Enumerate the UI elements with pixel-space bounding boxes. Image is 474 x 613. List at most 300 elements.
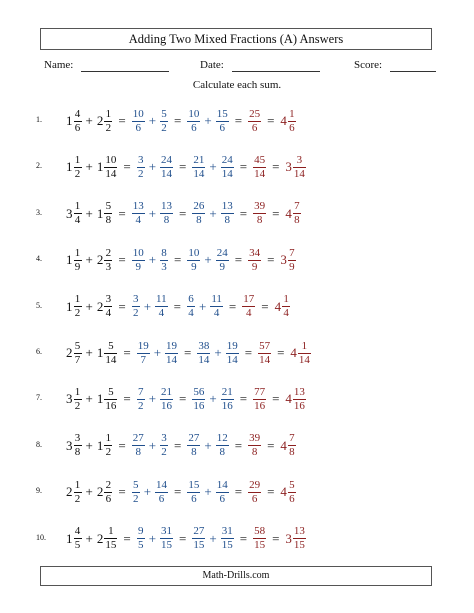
improper-2-denominator: 4 [158, 307, 165, 320]
addend-1-fraction-numerator: 1 [74, 478, 81, 491]
plus-sign: + [85, 530, 93, 546]
addend-1-fraction-denominator: 9 [74, 260, 81, 273]
common-denom-1 [192, 387, 205, 412]
plus-sign: + [204, 113, 212, 128]
common-denom-2-numerator: 31 [221, 525, 233, 538]
addend-2 [97, 480, 113, 505]
answer-mixed-fraction-denominator: 15 [293, 539, 305, 552]
addend-1-whole: 3 [66, 391, 73, 407]
common-denom-1-numerator: 27 [188, 432, 200, 445]
addend-1 [66, 201, 82, 226]
common-denom-1-denominator: 6 [191, 492, 197, 505]
improper-1-denominator: 8 [135, 446, 141, 459]
improper-1-numerator: 27 [132, 432, 144, 445]
footer: Math-Drills.com [40, 566, 432, 586]
sum-fraction-denominator: 8 [256, 214, 263, 227]
equals-sign: = [267, 252, 275, 268]
common-denom-1-denominator: 4 [188, 307, 194, 320]
improper-2 [160, 248, 168, 273]
improper-1-numerator: 5 [132, 478, 139, 491]
addend-1-fraction [74, 155, 82, 180]
common-denom-1-numerator: 6 [188, 293, 194, 306]
common-denom-1-numerator: 21 [193, 153, 205, 166]
improper-1 [132, 201, 145, 226]
improper-2 [160, 155, 173, 180]
answer-mixed-whole: 4 [274, 298, 282, 314]
improper-1-numerator: 9 [137, 525, 144, 538]
addend-2-fraction-numerator: 2 [105, 246, 112, 259]
common-denom-2-denominator: 14 [226, 353, 238, 366]
common-denom-2-numerator: 13 [221, 200, 233, 213]
problem-row [0, 378, 474, 418]
answer-mixed-fraction [282, 294, 290, 319]
improper-1 [137, 387, 145, 412]
common-denom-2-numerator: 21 [221, 385, 233, 398]
addend-1-fraction-numerator: 4 [74, 107, 81, 120]
addend-2 [97, 526, 118, 551]
addend-2-fraction [104, 248, 112, 273]
equals-sign: = [118, 113, 126, 128]
addend-1-whole: 1 [66, 159, 73, 175]
name-field [44, 58, 169, 72]
equals-sign: = [239, 205, 248, 221]
date-label: Date: [200, 59, 224, 71]
common-denom-2-denominator: 9 [219, 260, 225, 273]
addend-1-fraction-numerator: 4 [74, 525, 81, 538]
sum-fraction-numerator: 29 [249, 478, 261, 491]
common-denom-1 [187, 248, 200, 273]
addend-1-whole: 1 [66, 530, 73, 546]
addend-2-fraction-numerator: 3 [105, 293, 112, 306]
common-denom-2-denominator: 8 [219, 446, 225, 459]
common-denom-1 [187, 294, 195, 319]
sum-fraction-denominator: 8 [251, 446, 258, 459]
problem-row [0, 193, 474, 233]
addend-2-fraction-numerator: 1 [105, 432, 112, 445]
equals-sign: = [267, 484, 275, 500]
date-field [200, 58, 320, 72]
answer-mixed [280, 480, 296, 505]
sum-fraction-numerator: 77 [254, 385, 266, 398]
improper-1-denominator: 7 [140, 353, 146, 366]
addend-2-fraction-denominator: 14 [105, 167, 117, 180]
plus-sign: + [148, 159, 157, 175]
sum-fraction-denominator: 14 [254, 167, 266, 180]
improper-2-denominator: 8 [163, 214, 170, 227]
equals-sign: = [118, 437, 126, 453]
equals-sign: = [272, 530, 280, 546]
sum-fraction-numerator: 39 [249, 432, 261, 445]
improper-2-numerator: 3 [161, 432, 167, 445]
common-denom-2-numerator: 24 [216, 246, 228, 259]
common-denom-1-numerator: 10 [188, 107, 200, 120]
improper-2 [165, 341, 178, 366]
addend-1-fraction-denominator: 8 [74, 446, 81, 459]
answer-mixed [290, 341, 311, 366]
answer-mixed-whole: 3 [285, 159, 292, 175]
addend-2-fraction-numerator: 1 [108, 525, 114, 538]
problem-row [0, 100, 474, 140]
answer-mixed-whole: 4 [280, 437, 287, 453]
addend-2-fraction-denominator: 4 [105, 307, 112, 320]
plus-sign: + [148, 391, 157, 407]
addend-2-whole: 2 [96, 298, 104, 314]
improper-1-denominator: 6 [135, 121, 141, 134]
answer-mixed [280, 248, 296, 273]
plus-sign: + [85, 437, 93, 453]
common-denom-2-numerator: 19 [226, 339, 238, 352]
addend-1 [66, 248, 82, 273]
common-denom-1-numerator: 10 [188, 246, 200, 259]
problem-expression [66, 520, 306, 558]
improper-2 [160, 526, 173, 551]
addend-1-fraction-numerator: 3 [74, 432, 81, 445]
problem-row [0, 146, 474, 186]
plus-sign: + [85, 298, 93, 314]
sum-fraction [253, 155, 266, 180]
improper-2-numerator: 8 [161, 246, 167, 259]
addend-2-fraction [104, 480, 112, 505]
common-denom-2-numerator: 15 [216, 107, 228, 120]
sum-fraction-numerator: 57 [259, 339, 271, 352]
improper-1 [137, 526, 145, 551]
common-denom-2-numerator: 24 [221, 153, 233, 166]
common-denom-1 [187, 433, 200, 458]
improper-1-numerator: 10 [132, 107, 144, 120]
answer-mixed-fraction [293, 387, 306, 412]
addend-2-fraction [104, 201, 112, 226]
addend-2-fraction-denominator: 3 [105, 260, 112, 273]
improper-1 [137, 341, 150, 366]
improper-2-numerator: 21 [161, 385, 173, 398]
sum-fraction [248, 480, 261, 505]
sum-fraction [253, 526, 266, 551]
common-denom-1-denominator: 14 [193, 167, 205, 180]
common-denom-2-numerator: 12 [216, 432, 228, 445]
sum-fraction [242, 294, 255, 319]
sum-fraction-denominator: 16 [254, 399, 266, 412]
addend-2 [97, 341, 118, 366]
common-denom-1-numerator: 15 [188, 478, 200, 491]
common-denom-1-numerator: 38 [198, 339, 210, 352]
common-denom-1 [187, 109, 200, 134]
addend-2-fraction-denominator: 14 [105, 353, 117, 366]
plus-sign: + [204, 437, 212, 453]
addend-2-whole: 1 [96, 159, 104, 175]
addend-1-fraction-numerator: 1 [74, 385, 81, 398]
problem-number: 9. [36, 486, 42, 496]
addend-1-fraction-numerator: 1 [74, 293, 81, 306]
equals-sign: = [174, 113, 182, 128]
equals-sign: = [123, 391, 131, 407]
addend-2-whole: 1 [96, 205, 104, 221]
common-denom-1-numerator: 56 [193, 385, 205, 398]
improper-2-numerator: 14 [156, 478, 168, 491]
improper-2-numerator: 5 [161, 107, 167, 120]
common-denom-1 [192, 155, 205, 180]
common-denom-2 [216, 248, 229, 273]
equals-sign: = [267, 437, 275, 453]
plus-sign: + [148, 205, 157, 221]
plus-sign: + [143, 484, 152, 500]
addend-1-fraction-numerator: 1 [74, 246, 81, 259]
addend-2-fraction [104, 109, 112, 134]
equals-sign: = [174, 252, 182, 268]
improper-2-numerator: 13 [161, 200, 173, 213]
problem-number: 5. [36, 300, 42, 310]
common-denom-2 [221, 155, 234, 180]
improper-1-numerator: 3 [137, 153, 144, 166]
plus-sign: + [85, 391, 93, 407]
equals-sign: = [239, 530, 248, 546]
addend-1-fraction-denominator: 6 [74, 121, 81, 134]
date-line [232, 59, 320, 72]
problem-row [0, 332, 474, 372]
addend-2-fraction [104, 387, 117, 412]
common-denom-2 [216, 480, 229, 505]
improper-2-denominator: 14 [166, 353, 178, 366]
plus-sign: + [85, 113, 93, 128]
plus-sign: + [85, 484, 93, 500]
answer-mixed-fraction-numerator: 5 [289, 478, 295, 491]
equals-sign: = [234, 252, 243, 268]
equals-sign: = [123, 530, 131, 546]
answer-mixed [280, 433, 296, 458]
improper-2 [155, 480, 168, 505]
problem-row [0, 471, 474, 511]
sum-fraction-numerator: 45 [254, 153, 266, 166]
addend-2-fraction-denominator: 8 [105, 214, 112, 227]
problem-number: 10. [36, 532, 46, 542]
improper-1 [137, 155, 145, 180]
equals-sign: = [244, 345, 253, 360]
problem-expression [66, 148, 306, 186]
answer-mixed-fraction-denominator: 6 [289, 492, 295, 505]
addend-1-whole: 1 [66, 298, 73, 314]
addend-2-fraction [104, 155, 117, 180]
sum-fraction [248, 109, 261, 134]
problem-expression [66, 241, 296, 279]
sum-fraction-denominator: 6 [251, 492, 258, 505]
plus-sign: + [85, 345, 93, 360]
problem-number: 6. [36, 347, 42, 356]
sum-fraction-denominator: 6 [251, 121, 258, 134]
improper-1 [132, 480, 140, 505]
addend-1 [66, 480, 82, 505]
common-denom-2 [221, 526, 234, 551]
answer-mixed [275, 294, 291, 319]
answer-mixed-fraction-numerator: 7 [289, 246, 295, 259]
improper-1 [132, 294, 140, 319]
answer-mixed-fraction-numerator: 3 [296, 153, 303, 166]
sum-fraction [253, 387, 266, 412]
answer-mixed-fraction-denominator: 6 [289, 121, 295, 134]
common-denom-1-denominator: 8 [196, 214, 202, 227]
answer-mixed-whole: 4 [280, 484, 287, 500]
answer-mixed-fraction-numerator: 7 [294, 200, 300, 213]
answer-mixed-fraction-numerator: 1 [283, 293, 289, 306]
addend-2-whole: 2 [96, 484, 104, 500]
plus-sign: + [209, 530, 217, 546]
addend-2-fraction [104, 294, 112, 319]
improper-2-denominator: 6 [158, 492, 165, 505]
answer-mixed-fraction-denominator: 8 [294, 214, 300, 227]
equals-sign: = [267, 113, 275, 128]
improper-1-denominator: 2 [137, 399, 144, 412]
sum-fraction-denominator: 15 [254, 539, 266, 552]
answer-mixed-fraction [293, 155, 306, 180]
answer-mixed-fraction-numerator: 13 [293, 525, 305, 538]
improper-2 [155, 294, 168, 319]
common-denom-2-denominator: 16 [221, 399, 233, 412]
answer-mixed-fraction-denominator: 9 [289, 260, 295, 273]
addend-1-whole: 1 [66, 252, 73, 268]
equals-sign: = [239, 391, 248, 407]
addend-2-whole: 2 [96, 252, 104, 268]
addend-1-fraction [74, 109, 82, 134]
sum-fraction-numerator: 25 [249, 107, 261, 120]
addend-2-fraction-numerator: 5 [108, 385, 114, 398]
problem-expression [66, 427, 296, 465]
problem-number: 4. [36, 254, 42, 264]
equals-sign: = [261, 298, 269, 314]
equals-sign: = [118, 252, 126, 268]
common-denom-1-denominator: 14 [198, 353, 210, 366]
plus-sign: + [148, 252, 157, 268]
plus-sign: + [209, 391, 217, 407]
addend-2-whole: 2 [96, 113, 104, 128]
addend-1-fraction [74, 248, 82, 273]
answer-mixed [285, 526, 306, 551]
improper-2-denominator: 2 [161, 121, 167, 134]
common-denom-2 [226, 341, 239, 366]
answer-mixed [285, 201, 301, 226]
plus-sign: + [148, 113, 157, 128]
equals-sign: = [179, 530, 187, 546]
addend-1-fraction-denominator: 2 [74, 399, 81, 412]
answer-mixed-fraction-numerator: 13 [293, 385, 305, 398]
common-denom-2-denominator: 8 [224, 214, 230, 227]
improper-2-numerator: 24 [161, 153, 173, 166]
addend-1-fraction [74, 480, 82, 505]
equals-sign: = [234, 113, 243, 128]
improper-1 [132, 433, 145, 458]
answer-mixed [285, 155, 306, 180]
addend-2-whole: 1 [96, 345, 104, 360]
improper-1-numerator: 10 [132, 246, 144, 259]
problem-number: 1. [36, 115, 42, 124]
problem-number: 2. [36, 161, 42, 171]
problem-expression [66, 102, 296, 140]
answer-mixed-whole: 4 [290, 345, 297, 360]
improper-2 [160, 201, 173, 226]
common-denom-2 [216, 109, 229, 134]
problem-row [0, 425, 474, 465]
sum-fraction [253, 201, 266, 226]
common-denom-1 [192, 526, 205, 551]
equals-sign: = [272, 391, 280, 407]
improper-1-numerator: 7 [137, 385, 144, 398]
plus-sign: + [204, 484, 212, 500]
common-denom-2-denominator: 6 [219, 492, 225, 505]
common-denom-2-denominator: 6 [219, 121, 225, 134]
problem-expression [66, 380, 306, 418]
answer-mixed-whole: 4 [285, 391, 292, 407]
equals-sign: = [179, 391, 187, 407]
problem-number: 7. [36, 393, 42, 403]
addend-2-fraction [104, 526, 117, 551]
addend-2-fraction-denominator: 15 [105, 539, 117, 552]
addend-1-fraction [74, 201, 82, 226]
problem-expression [66, 334, 311, 372]
addend-1-whole: 3 [66, 205, 73, 221]
plus-sign: + [148, 530, 157, 546]
improper-2-numerator: 11 [156, 293, 167, 306]
answer-mixed-fraction [288, 248, 296, 273]
sum-fraction [248, 248, 261, 273]
addend-2-fraction [104, 433, 112, 458]
common-denom-1-denominator: 15 [193, 539, 205, 552]
equals-sign: = [239, 159, 248, 175]
addend-2-whole: 1 [96, 437, 104, 453]
equals-sign: = [118, 484, 126, 500]
sum-fraction-denominator: 9 [251, 260, 258, 273]
equals-sign: = [123, 159, 131, 175]
answer-mixed-fraction [288, 480, 296, 505]
answer-mixed-fraction-denominator: 14 [293, 167, 305, 180]
score-line [390, 59, 436, 72]
common-denom-1-denominator: 9 [191, 260, 197, 273]
plus-sign: + [214, 345, 222, 360]
addend-2-fraction-numerator: 2 [105, 478, 112, 491]
addend-1 [66, 341, 82, 366]
addend-1-fraction-denominator: 7 [74, 353, 81, 366]
sum-fraction-denominator: 14 [259, 353, 271, 366]
addend-2 [97, 433, 113, 458]
sum-fraction-numerator: 58 [254, 525, 266, 538]
improper-1-denominator: 2 [137, 167, 144, 180]
sum-fraction-numerator: 17 [243, 293, 255, 306]
addend-2-fraction-denominator: 16 [105, 399, 117, 412]
plus-sign: + [209, 159, 217, 175]
problem-row [0, 239, 474, 279]
equals-sign: = [173, 298, 181, 314]
instructions: Calculate each sum. [192, 79, 282, 91]
addend-1-whole: 1 [66, 113, 73, 128]
plus-sign: + [85, 205, 93, 221]
improper-2-denominator: 15 [161, 539, 173, 552]
common-denom-1 [192, 201, 205, 226]
addend-2 [97, 387, 118, 412]
common-denom-1-numerator: 27 [193, 525, 205, 538]
plus-sign: + [143, 298, 152, 314]
answer-mixed-fraction [288, 109, 296, 134]
addend-2 [97, 109, 113, 134]
common-denom-2 [221, 201, 234, 226]
sum-fraction [248, 433, 261, 458]
plus-sign: + [85, 159, 93, 175]
improper-2-numerator: 19 [166, 339, 178, 352]
improper-1-numerator: 19 [137, 339, 149, 352]
problem-row [0, 286, 474, 326]
addend-1-fraction-denominator: 5 [74, 539, 81, 552]
equals-sign: = [277, 345, 285, 360]
addend-1-fraction [74, 526, 82, 551]
addend-2-fraction-numerator: 5 [108, 339, 114, 352]
improper-2-denominator: 3 [161, 260, 167, 273]
answer-mixed-fraction-numerator: 1 [301, 339, 308, 352]
improper-1 [132, 248, 145, 273]
